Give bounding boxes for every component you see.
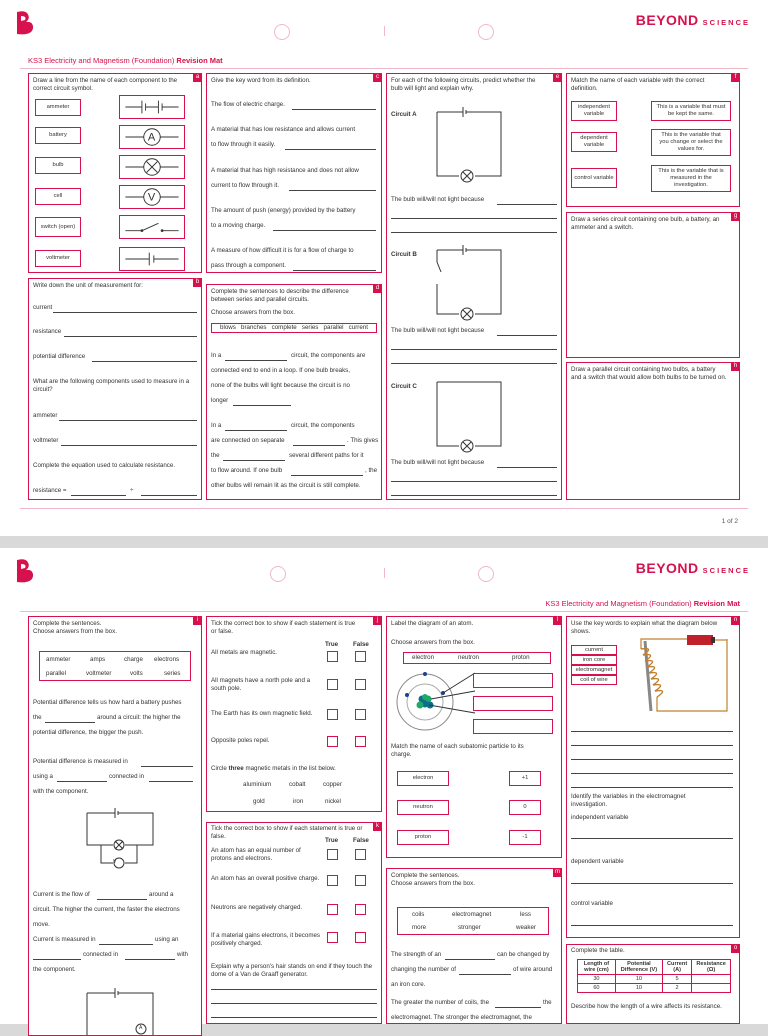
variable-independent[interactable]: independent variable [571, 101, 617, 121]
component-battery[interactable]: battery [35, 127, 81, 144]
statement: The Earth has its own magnetic field. [211, 710, 313, 717]
answer-line[interactable] [45, 722, 95, 723]
true-checkbox[interactable] [327, 849, 338, 860]
sentence: the [33, 714, 42, 721]
word: parallel [46, 670, 66, 677]
section-tag: l [553, 616, 562, 625]
answer-line[interactable] [391, 495, 557, 496]
answer-line[interactable] [97, 899, 147, 900]
answer-line[interactable] [571, 838, 733, 839]
answer-line[interactable] [225, 360, 287, 361]
table-cell-answer[interactable] [692, 984, 731, 993]
instruction: Tick the correct box to show if each statement is true or false. [211, 825, 363, 841]
section-tag: d [373, 284, 382, 293]
bulb-symbol-icon[interactable] [119, 155, 185, 179]
section-tag: i [193, 616, 202, 625]
question: Complete the equation used to calculate resistance. [33, 462, 176, 469]
answer-line[interactable] [53, 312, 197, 313]
true-checkbox[interactable] [327, 736, 338, 747]
definition: A material that has high resistance and does not allow [211, 167, 359, 174]
answer-line[interactable] [292, 109, 376, 110]
section-k [206, 822, 382, 1024]
answer-line[interactable] [571, 925, 733, 926]
divider [20, 611, 748, 612]
label-resistance: resistance [33, 328, 62, 335]
definition: A material that has low resistance and allows current [211, 126, 356, 133]
word: volts [130, 670, 143, 677]
instruction: Tick the correct box to show if each statement is true or false. [211, 620, 356, 636]
sentence: changing the number of [391, 966, 457, 973]
label-current: current [33, 304, 53, 311]
table-cell: 60 [578, 984, 616, 993]
sentence: connected in [83, 951, 119, 958]
word: charge [124, 656, 143, 663]
true-checkbox[interactable] [327, 679, 338, 690]
table-cell-answer[interactable] [692, 975, 731, 984]
question: Explain why a person's hair stands on end if they touch the dome of a Van de Graaff generator. [211, 963, 373, 979]
key-word: iron core [571, 655, 617, 665]
definition: current to flow through it. [211, 182, 280, 189]
statement: An atom has an overall positive charge. [211, 875, 320, 882]
section-tag: j [373, 616, 382, 625]
answer-line[interactable] [149, 781, 193, 782]
sentence: other bulbs will remain lit as the circuit is still complete. [211, 482, 361, 489]
answer-line[interactable] [141, 495, 197, 496]
instruction: Complete the sentences to describe the difference between series and parallel circuits. [211, 288, 349, 304]
instruction: Choose answers from the box. [391, 639, 475, 646]
sentence: longer [211, 397, 229, 404]
sentence: around a circuit: the higher the [97, 714, 181, 721]
definition: The amount of push (energy) provided by the battery [211, 207, 356, 214]
metal-option[interactable]: nickel [325, 798, 341, 805]
answer-line[interactable] [571, 731, 733, 732]
answer-line[interactable] [285, 149, 376, 150]
component-ammeter[interactable]: ammeter [35, 99, 81, 116]
table-header: Potential Difference (V) [615, 960, 662, 975]
answer-line[interactable] [495, 1007, 541, 1008]
registration-mark-icon [478, 24, 494, 40]
charge-option[interactable]: -1 [509, 830, 541, 845]
statement: All metals are magnetic. [211, 649, 278, 656]
false-checkbox[interactable] [355, 875, 366, 886]
label-dependent: dependent variable [571, 858, 624, 865]
answer-line[interactable] [497, 335, 557, 336]
section-e [386, 73, 562, 500]
false-checkbox[interactable] [355, 709, 366, 720]
voltmeter-symbol-icon[interactable] [119, 185, 185, 209]
table-cell: 10 [615, 984, 662, 993]
definition-option[interactable]: This is a variable that must be kept the same. [651, 101, 731, 121]
false-header: False [353, 837, 369, 844]
label-answer-box[interactable] [473, 719, 553, 734]
sentence: using an [155, 936, 179, 943]
section-tag: n [731, 616, 740, 625]
sentence: are connected on separate [211, 437, 285, 444]
section-i [28, 616, 202, 1036]
table-cell: 30 [578, 975, 616, 984]
answer-line[interactable] [391, 363, 557, 364]
section-b [28, 278, 202, 500]
sentence: circuit. The higher the current, the faster the electrons [33, 906, 180, 913]
component-cell[interactable]: cell [35, 188, 81, 205]
answer-line[interactable] [571, 773, 733, 774]
key-word: coil of wire [571, 675, 617, 685]
answer-line[interactable] [459, 974, 511, 975]
word: series [164, 670, 181, 677]
section-tag: c [373, 73, 382, 82]
divider [20, 508, 748, 509]
true-header: True [325, 837, 339, 844]
word-box [397, 907, 549, 935]
answer-line[interactable] [64, 336, 197, 337]
sentence: The greater the number of coils, the [391, 999, 490, 1006]
definition-option[interactable]: This is the variable that you change or select the values for. [651, 129, 731, 156]
battery-symbol-icon[interactable] [119, 95, 185, 119]
brand-wordmark: BEYOND SCIENCE [635, 12, 750, 28]
instruction: Identify the variables in the electromagnet investigation. [571, 793, 686, 809]
sentence: connected in [109, 773, 145, 780]
table-header: Length of wire (cm) [578, 960, 616, 975]
section-d [206, 284, 382, 500]
section-f [566, 73, 740, 207]
statement: Neutrons are negatively charged. [211, 904, 303, 911]
sentence: can be changed by [497, 951, 550, 958]
key-word: current [571, 645, 617, 655]
answer-line[interactable] [445, 959, 495, 960]
sentence: Current is the flow of [33, 891, 90, 898]
word: electromagnet [452, 911, 492, 918]
cell-symbol-icon[interactable] [119, 247, 185, 271]
sentence: of wire around [513, 966, 553, 973]
ammeter-symbol-label: A [139, 1025, 143, 1031]
statement: If a material gains electrons, it becomes positively charged. [211, 932, 321, 948]
answer-line[interactable] [33, 959, 81, 960]
sentence: several different paths for it [289, 452, 364, 459]
circuit-c-diagram-icon [435, 374, 503, 450]
table-row [578, 984, 731, 993]
page-2 [0, 548, 768, 1031]
prompt: The bulb will/will not light because [391, 459, 485, 466]
sentence: Current is measured in [33, 936, 96, 943]
page-title: KS3 Electricity and Magnetism (Foundation) Revision Mat [545, 599, 740, 608]
beyond-logo-icon [14, 10, 36, 36]
question: Describe how the length of a wire affects its resistance. [571, 1003, 722, 1010]
definition: to flow through it easily. [211, 141, 276, 148]
sentence: move. [33, 921, 50, 928]
answer-line[interactable] [211, 1003, 377, 1004]
particle-electron[interactable]: electron [397, 771, 449, 786]
section-l [386, 616, 562, 858]
label-answer-box[interactable] [473, 673, 553, 688]
answer-line[interactable] [125, 959, 175, 960]
answer-line[interactable] [99, 944, 153, 945]
component-switch[interactable]: switch (open) [35, 217, 81, 237]
section-tag: m [555, 869, 560, 875]
instruction: Complete the sentences. [391, 872, 460, 879]
table-cell: 2 [662, 984, 691, 993]
resistance-table [577, 959, 731, 993]
answer-line[interactable] [211, 989, 377, 990]
metal-option[interactable]: gold [253, 798, 265, 805]
table-header: Resistance (Ω) [692, 960, 731, 975]
charge-option[interactable]: +1 [509, 771, 541, 786]
table-cell: 5 [662, 975, 691, 984]
circle-instruction: Circle three magnetic metals in the list below. [211, 765, 336, 772]
prompt: The bulb will/will not light because [391, 327, 485, 334]
sentence: The strength of an [391, 951, 442, 958]
registration-mark-icon [274, 24, 290, 40]
answer-line[interactable] [273, 230, 376, 231]
electromagnet-diagram-icon [621, 635, 733, 715]
sentence: In a [211, 422, 222, 429]
instruction: Match the name of each subatomic particle to its charge. [391, 743, 524, 759]
metal-option[interactable]: copper [323, 781, 342, 788]
section-c [206, 73, 382, 273]
statement: An atom has an equal number of protons and electrons. [211, 847, 301, 863]
word: less [520, 911, 532, 918]
switch-symbol-icon[interactable] [119, 215, 185, 239]
instruction: Choose answers from the box. [391, 880, 475, 887]
circuit-a-diagram-icon [435, 104, 503, 180]
word: stronger [458, 924, 481, 931]
section-tag: k [373, 822, 382, 831]
registration-mark-icon [478, 566, 494, 582]
false-checkbox[interactable] [355, 736, 366, 747]
instruction: Give the key word from its definition. [211, 77, 311, 84]
section-n [566, 616, 740, 938]
key-word: electromagnet [571, 665, 617, 675]
circuit-c-label: Circuit C [391, 383, 417, 390]
word: voltmeter [86, 670, 112, 677]
word: weaker [516, 924, 536, 931]
section-a [28, 73, 202, 273]
word: more [412, 924, 427, 931]
word-box [39, 651, 191, 681]
word-box [403, 652, 551, 664]
answer-line[interactable] [497, 204, 557, 205]
registration-tick-icon [384, 26, 385, 36]
answer-line[interactable] [571, 883, 733, 884]
section-j [206, 616, 382, 812]
metal-option[interactable]: cobalt [289, 781, 306, 788]
sentence: electromagnet. The stronger the electromagnet, the [391, 1014, 532, 1021]
instruction: For each of the following circuits, predict whether the bulb will light and explain why. [391, 77, 536, 93]
label-voltmeter: voltmeter [33, 437, 59, 444]
section-tag: a [193, 73, 202, 82]
label-control: control variable [571, 900, 613, 907]
section-tag: f [731, 73, 740, 82]
svg-text:V: V [147, 191, 156, 204]
true-checkbox[interactable] [327, 875, 338, 886]
label-pd: potential difference [33, 353, 86, 360]
section-g[interactable] [566, 212, 740, 358]
answer-line[interactable] [571, 759, 733, 760]
registration-tick-icon [384, 568, 385, 578]
sentence: potential difference, the bigger the push. [33, 729, 144, 736]
question: What are the following components used to measure in a circuit? [33, 378, 190, 394]
false-header: False [353, 641, 369, 648]
answer-line[interactable] [571, 745, 733, 746]
section-tag: b [193, 278, 202, 287]
statement: Opposite poles repel. [211, 737, 270, 744]
sentence: an iron core. [391, 981, 426, 988]
label-independent: independent variable [571, 814, 629, 821]
true-checkbox[interactable] [327, 904, 338, 915]
equation-label: resistance = [33, 487, 67, 494]
instruction: Draw a parallel circuit containing two bulbs, a battery and a switch that would allow both bulbs to be turned on. [571, 366, 727, 382]
metal-option[interactable]: aluminium [243, 781, 272, 788]
section-h[interactable] [566, 362, 740, 500]
answer-line[interactable] [497, 467, 557, 468]
metal-option[interactable]: iron [293, 798, 304, 805]
instruction: Choose answers from the box. [211, 309, 295, 316]
table-row [578, 975, 731, 984]
sentence: . This gives [347, 437, 379, 444]
label-ammeter: ammeter [33, 412, 58, 419]
sentence: In a [211, 352, 222, 359]
true-checkbox[interactable] [327, 651, 338, 662]
instruction: Draw a series circuit containing one bulb, a battery, an ammeter and a switch. [571, 216, 720, 232]
word: electron [412, 654, 435, 661]
sentence: to flow around. If one bulb [211, 467, 283, 474]
instruction: Write down the unit of measurement for: [33, 282, 143, 289]
answer-line[interactable] [92, 361, 197, 362]
particle-proton[interactable]: proton [397, 830, 449, 845]
charge-option[interactable]: 0 [509, 800, 541, 815]
particle-neutron[interactable]: neutron [397, 800, 449, 815]
answer-line[interactable] [225, 430, 287, 431]
beyond-logo-icon [14, 558, 36, 584]
word: amps [90, 656, 106, 663]
ammeter-circuit-diagram-icon [85, 985, 155, 1035]
section-tag: h [731, 362, 740, 371]
voltmeter-symbol-label: V [113, 859, 117, 865]
answer-line[interactable] [61, 445, 197, 446]
false-checkbox[interactable] [355, 904, 366, 915]
definition: to a moving charge. [211, 222, 266, 229]
answer-line[interactable] [211, 1017, 377, 1018]
answer-line[interactable] [141, 766, 193, 767]
answer-line[interactable] [291, 475, 363, 476]
definition: pass through a component. [211, 262, 286, 269]
sentence: circuit, the components are [291, 352, 366, 359]
answer-line[interactable] [71, 495, 126, 496]
sentence: connected end to end in a loop. If one bulb breaks, [211, 367, 350, 374]
false-checkbox[interactable] [355, 932, 366, 943]
word: ammeter [46, 656, 71, 663]
definition-option[interactable]: This is the variable that is measured in the investigation. [651, 165, 731, 192]
svg-text:A: A [147, 131, 156, 144]
true-checkbox[interactable] [327, 709, 338, 720]
section-tag: e [553, 73, 562, 82]
table-cell: 10 [615, 975, 662, 984]
sentence: around a [149, 891, 174, 898]
answer-line[interactable] [59, 420, 197, 421]
word: proton [512, 654, 530, 661]
answer-line[interactable] [233, 405, 291, 406]
sentence: Potential difference tells us how hard a battery pushes [33, 699, 182, 706]
instruction: Choose answers from the box. [33, 628, 117, 635]
component-voltmeter[interactable]: voltmeter [35, 250, 81, 267]
word: coils [412, 911, 425, 918]
answer-line[interactable] [391, 481, 557, 482]
brand-wordmark: BEYOND SCIENCE [635, 560, 750, 576]
sentence: with the component. [33, 788, 89, 795]
false-checkbox[interactable] [355, 679, 366, 690]
answer-line[interactable] [223, 460, 285, 461]
sentence: the [211, 452, 220, 459]
page-number: 1 of 2 [721, 518, 738, 525]
table-header: Current (A) [662, 960, 691, 975]
section-tag: o [731, 944, 740, 953]
word-box: blows branches complete series parallel current [211, 323, 377, 333]
divider [20, 68, 748, 69]
statement: All magnets have a north pole and a south pole. [211, 677, 311, 693]
sentence: using a [33, 773, 53, 780]
true-header: True [325, 641, 339, 648]
sentence: circuit, the components [291, 422, 355, 429]
sentence: , the [365, 467, 378, 474]
divide-sign: ÷ [130, 487, 134, 494]
variable-control[interactable]: control variable [571, 168, 617, 188]
word: electrons [154, 656, 180, 663]
answer-line[interactable] [391, 349, 557, 350]
registration-mark-icon [270, 566, 286, 582]
answer-line[interactable] [289, 190, 376, 191]
voltmeter-circuit-diagram-icon [85, 805, 155, 875]
instruction: Label the diagram of an atom. [391, 620, 474, 627]
answer-line[interactable] [293, 270, 376, 271]
instruction: Complete the sentences. [33, 620, 102, 627]
circuit-a-label: Circuit A [391, 111, 417, 118]
circuit-b-diagram-icon [435, 242, 503, 318]
false-checkbox[interactable] [355, 849, 366, 860]
answer-line[interactable] [391, 232, 557, 233]
section-m [386, 868, 562, 1024]
prompt: The bulb will/will not light because [391, 196, 485, 203]
section-tag: g [731, 212, 740, 221]
answer-line[interactable] [391, 218, 557, 219]
sentence: the component. [33, 966, 76, 973]
answer-line[interactable] [293, 445, 345, 446]
page-title: KS3 Electricity and Magnetism (Foundation) Revision Mat [28, 56, 223, 65]
ammeter-symbol-icon[interactable] [119, 125, 185, 149]
instruction: Draw a line from the name of each component to the correct circuit symbol. [33, 77, 178, 93]
circuit-b-label: Circuit B [391, 251, 417, 258]
sentence: none of the bulbs will light because the circuit is no [211, 382, 350, 389]
word: neutron [458, 654, 479, 661]
definition: The flow of electric charge. [211, 101, 285, 108]
true-checkbox[interactable] [327, 932, 338, 943]
sentence: Potential difference is measured in [33, 758, 128, 765]
instruction: Match the name of each variable with the correct definition. [571, 77, 705, 93]
answer-line[interactable] [57, 781, 107, 782]
sentence: with [177, 951, 189, 958]
instruction: Use the key words to explain what the diagram below shows. [571, 620, 718, 636]
atom-diagram-icon [393, 669, 477, 735]
section-o [566, 944, 740, 1024]
variable-dependent[interactable]: dependent variable [571, 132, 617, 152]
label-answer-box[interactable] [473, 696, 553, 711]
definition: A measure of how difficult it is for a flow of charge to [211, 247, 354, 254]
answer-line[interactable] [571, 787, 733, 788]
instruction: Complete the table. [571, 947, 625, 954]
sentence: the [543, 999, 552, 1006]
false-checkbox[interactable] [355, 651, 366, 662]
component-bulb[interactable]: bulb [35, 157, 81, 174]
